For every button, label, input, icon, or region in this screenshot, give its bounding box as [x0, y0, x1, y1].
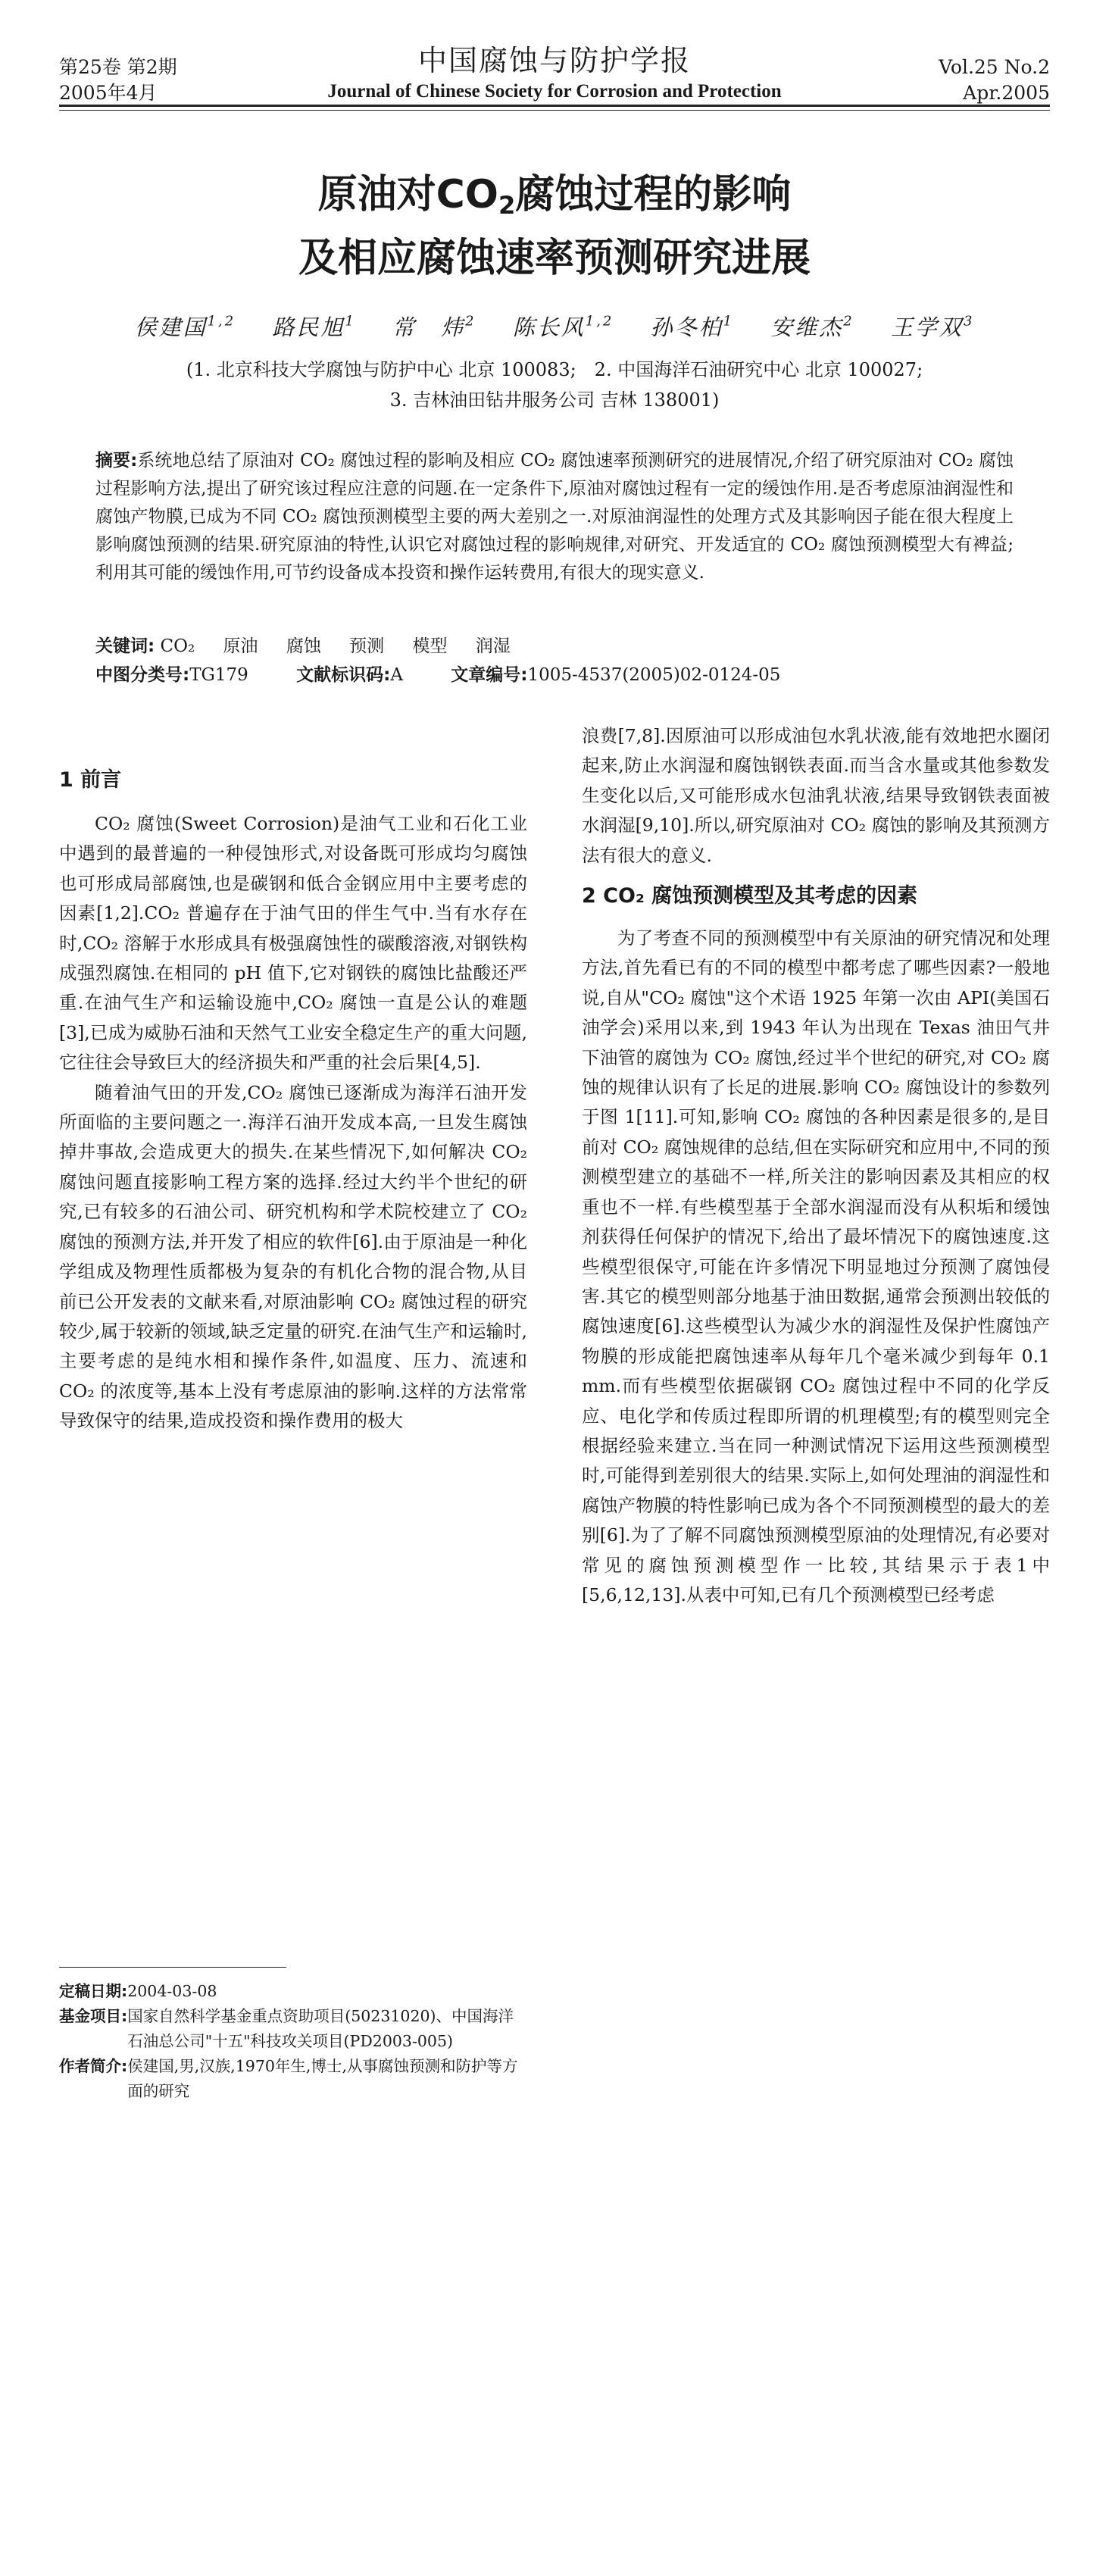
- author-name: 王学双: [890, 314, 964, 340]
- keyword: 模型: [412, 636, 448, 656]
- footnote-value: 国家自然科学基金重点资助项目(50231020)、中国海洋石油总公司"十五"科技攻关项目(PD2003-005): [127, 2007, 514, 2050]
- abstract-label: 摘要:: [95, 451, 138, 470]
- author-affil-mark: 1: [345, 313, 356, 330]
- author-name: 侯建国: [134, 314, 208, 340]
- keyword: CO₂: [160, 636, 195, 656]
- footnote-value: 2004-03-08: [127, 1982, 217, 2000]
- keyword: 原油: [223, 636, 258, 656]
- author-affil-mark: 1,2: [207, 313, 236, 330]
- author-list: [0, 311, 1109, 344]
- footnote-label: 作者简介:: [59, 2057, 128, 2075]
- paragraph: 随着油气田的开发,CO₂ 腐蚀已逐渐成为海洋石油开发所面临的主要问题之一.海洋石油开发成本高,一旦发生腐蚀掉井事故,会造成更大的损失.在某些情况下,如何解决 CO₂ 腐蚀问题直接影响工程方案的选择.经过大约半个世纪的研究,已有较多的石油公司、研究机构和学术院校建立了 CO₂ 腐蚀的预测方法,并开发了相应的软件[6].由于原油是一种化学组成及物理性质都极为复杂的有机化合物的混合物,从目前已公开发表的文献来看,对原油影响 CO₂ 腐蚀过程的研究较少,属于较新的领域,缺乏定量的研究.在油气生产和运输时,主要考虑的是纯水相和操作条件,如温度、压力、流速和 CO₂ 的浓度等,基本上没有考虑原油的影响.这样的方法常常导致保守的结果,造成投资和操作费用的极大: [59, 1081, 527, 1432]
- footnote-value: 侯建国,男,汉族,1970年生,博士,从事腐蚀预测和防护等方面的研究: [127, 2057, 518, 2100]
- section-heading-intro: 1 前言: [59, 768, 122, 792]
- author-name: 孙冬柏: [650, 314, 723, 340]
- author: [770, 314, 854, 340]
- journal-title-en: Journal of Chinese Society for Corrosion and Protection: [327, 81, 782, 102]
- keywords-label: 关键词:: [95, 636, 155, 656]
- volume-issue: 第25卷 第2期: [59, 56, 177, 78]
- paragraph: 为了考查不同的预测模型中有关原油的研究情况和处理方法,首先看已有的不同的模型中都考虑了哪些因素?一般地说,自从"CO₂ 腐蚀"这个术语 1925 年第一次由 API(美国石油学会)采用以来,到 1943 年认为出现在 Texas 油田气井下油管的腐蚀为 CO₂ 腐蚀,经过半个世纪的研究,对 CO₂ 腐蚀的规律认识有了长足的进展.影响 CO₂ 腐蚀设计的参数列于图 1[11].可知,影响 CO₂ 腐蚀的各种因素是很多的,是目前对 CO₂ 腐蚀规律的总结,但在实际研究和应用中,不同的预测模型建立的基础不一样,所关注的影响因素及其相应的权重也不一样.有些模型基于全部水润湿而没有从积垢和缓蚀剂获得任何保护的情况下,给出了最坏情况下的腐蚀速度.这些模型很保守,可能在许多情况下明显地过分预测了腐蚀侵害.其它的模型则部分地基于油田数据,通常会预测出较低的腐蚀速度[6].这些模型认为减少水的润湿性及保护性腐蚀产物膜的形成能把腐蚀速率从每年几个毫米减少到每年 0.1 mm.而有些模型依据碳钢 CO₂ 腐蚀过程中不同的化学反应、电化学和传质过程即所谓的机理模型;有的模型则完全根据经验来建立.当在同一种测试情况下运用这些预测模型时,可能得到差别很大的结果.实际上,如何处理油的润湿性和腐蚀产物膜的特性影响已成为各个不同预测模型的最大的差别[6].为了了解不同腐蚀预测模型原油的处理情况,有必要对常见的腐蚀预测模型作一比较,其结果示于表1中[5,6,12,13].从表中可知,已有几个预测模型已经考虑: [582, 927, 1050, 1605]
- volume-en: Vol.25 No.2: [939, 56, 1050, 78]
- keywords: [95, 633, 533, 660]
- paper-title-line2: 及相应腐蚀速率预测研究进展: [298, 236, 811, 281]
- author-affil-mark: 3: [963, 313, 975, 330]
- author: [392, 314, 476, 340]
- author-affil-mark: 2: [843, 313, 854, 330]
- author-name: 安维杰: [770, 314, 844, 340]
- article-no-label: 文章编号:: [451, 665, 528, 685]
- author-name: 路民旭: [272, 314, 345, 340]
- title-part: 腐蚀过程的影响: [515, 172, 792, 217]
- date-zh: 2005年4月: [59, 82, 158, 104]
- footnote-date: [59, 1979, 527, 2004]
- author: [651, 314, 734, 340]
- author-affil-mark: 1: [723, 313, 735, 330]
- author: [513, 314, 614, 340]
- author-name: 常 炜: [392, 314, 466, 340]
- affiliation-line2: 3. 吉林油田钻井服务公司 吉林 138001): [389, 389, 720, 411]
- keyword: 预测: [349, 636, 385, 656]
- author-affil-mark: 1,2: [585, 313, 614, 330]
- footnote-author: [59, 2054, 527, 2104]
- author-name: 陈长风: [512, 314, 586, 340]
- paragraph: CO₂ 腐蚀(Sweet Corrosion)是油气工业和石化工业中遇到的最普遍的一种侵蚀形式,对设备既可形成均匀腐蚀也可形成局部腐蚀,也是碳钢和低合金钢应用中主要考虑的因素[1,2].CO₂ 普遍存在于油气田的伴生气中.当有水存在时,CO₂ 溶解于水形成具有极强腐蚀性的碳酸溶液,对钢铁构成强烈腐蚀.在相同的 pH 值下,它对钢铁的腐蚀比盐酸还严重.在油气生产和运输设施中,CO₂ 腐蚀一直是公认的难题[3],已成为威胁石油和天然气工业安全稳定生产的重大问题,它往往会导致巨大的经济损失和严重的社会后果[4,5].: [59, 813, 527, 1074]
- clc-label: 中图分类号:: [95, 665, 190, 685]
- paper-title-line1: [0, 165, 1109, 224]
- footnotes: [59, 1979, 527, 2104]
- author: [272, 314, 355, 340]
- clc-group: [95, 665, 248, 685]
- footnote-label: 基金项目:: [59, 2007, 128, 2025]
- journal-title-zh: 中国腐蚀与防护学报: [417, 44, 691, 77]
- title-subscript: 2: [498, 191, 516, 220]
- keyword: 腐蚀: [286, 636, 321, 656]
- section-heading-models: 2 CO₂ 腐蚀预测模型及其考虑的因素: [582, 884, 918, 908]
- header-rule-thin: [59, 110, 1050, 111]
- affiliation-line1: (1. 北京科技大学腐蚀与防护中心 北京 100083; 2. 中国海洋石油研究中心 北京 100027;: [186, 359, 923, 380]
- article-no-value: 1005-4537(2005)02-0124-05: [527, 665, 781, 685]
- keyword: 润湿: [475, 636, 511, 656]
- footnote-label: 定稿日期:: [59, 1982, 128, 2000]
- author: [135, 314, 236, 340]
- title-part: 原油对: [317, 172, 436, 217]
- left-column: [59, 765, 527, 1436]
- classification-line: [95, 661, 780, 689]
- doc-code-group: [296, 665, 403, 685]
- abstract: [95, 447, 1014, 587]
- author-affil-mark: 2: [465, 313, 476, 330]
- title-formula: CO: [436, 172, 498, 217]
- footnote-fund: [59, 2004, 527, 2054]
- article-no-group: [451, 665, 780, 685]
- doc-code-label: 文献标识码:: [296, 665, 391, 685]
- doc-code-value: A: [390, 665, 403, 685]
- paragraph: 浪费[7,8].因原油可以形成油包水乳状液,能有效地把水圈闭起来,防止水润湿和腐蚀钢铁表面.而当含水量或其他参数发生变化以后,又可能形成水包油乳状液,结果导致钢铁表面被水润湿[9,10].所以,研究原油对 CO₂ 腐蚀的影响及其预测方法有很大的意义.: [582, 725, 1050, 866]
- clc-value: TG179: [189, 665, 248, 685]
- header-right: [939, 55, 1050, 106]
- right-column: [582, 721, 1050, 1610]
- author: [891, 314, 974, 340]
- date-en: Apr.2005: [963, 82, 1050, 104]
- abstract-text: 系统地总结了原油对 CO₂ 腐蚀过程的影响及相应 CO₂ 腐蚀速率预测研究的进展情况,介绍了研究原油对 CO₂ 腐蚀过程影响方法,提出了研究该过程应注意的问题.在一定条件下,原油对腐蚀过程有一定的缓蚀作用.是否考虑原油润湿性和腐蚀产物膜,已成为不同 CO₂ 腐蚀预测模型主要的两大差别之一.对原油润湿性的处理方式及其影响因子能在很大程度上影响腐蚀预测的结果.研究原油的特性,认识它对腐蚀过程的影响规律,对研究、开发适宜的 CO₂ 腐蚀预测模型大有裨益;利用其可能的缓蚀作用,可节约设备成本投资和操作运转费用,有很大的现实意义.: [95, 451, 1014, 583]
- header-rule-thick: [59, 105, 1050, 107]
- footnote-rule: [59, 1967, 286, 1968]
